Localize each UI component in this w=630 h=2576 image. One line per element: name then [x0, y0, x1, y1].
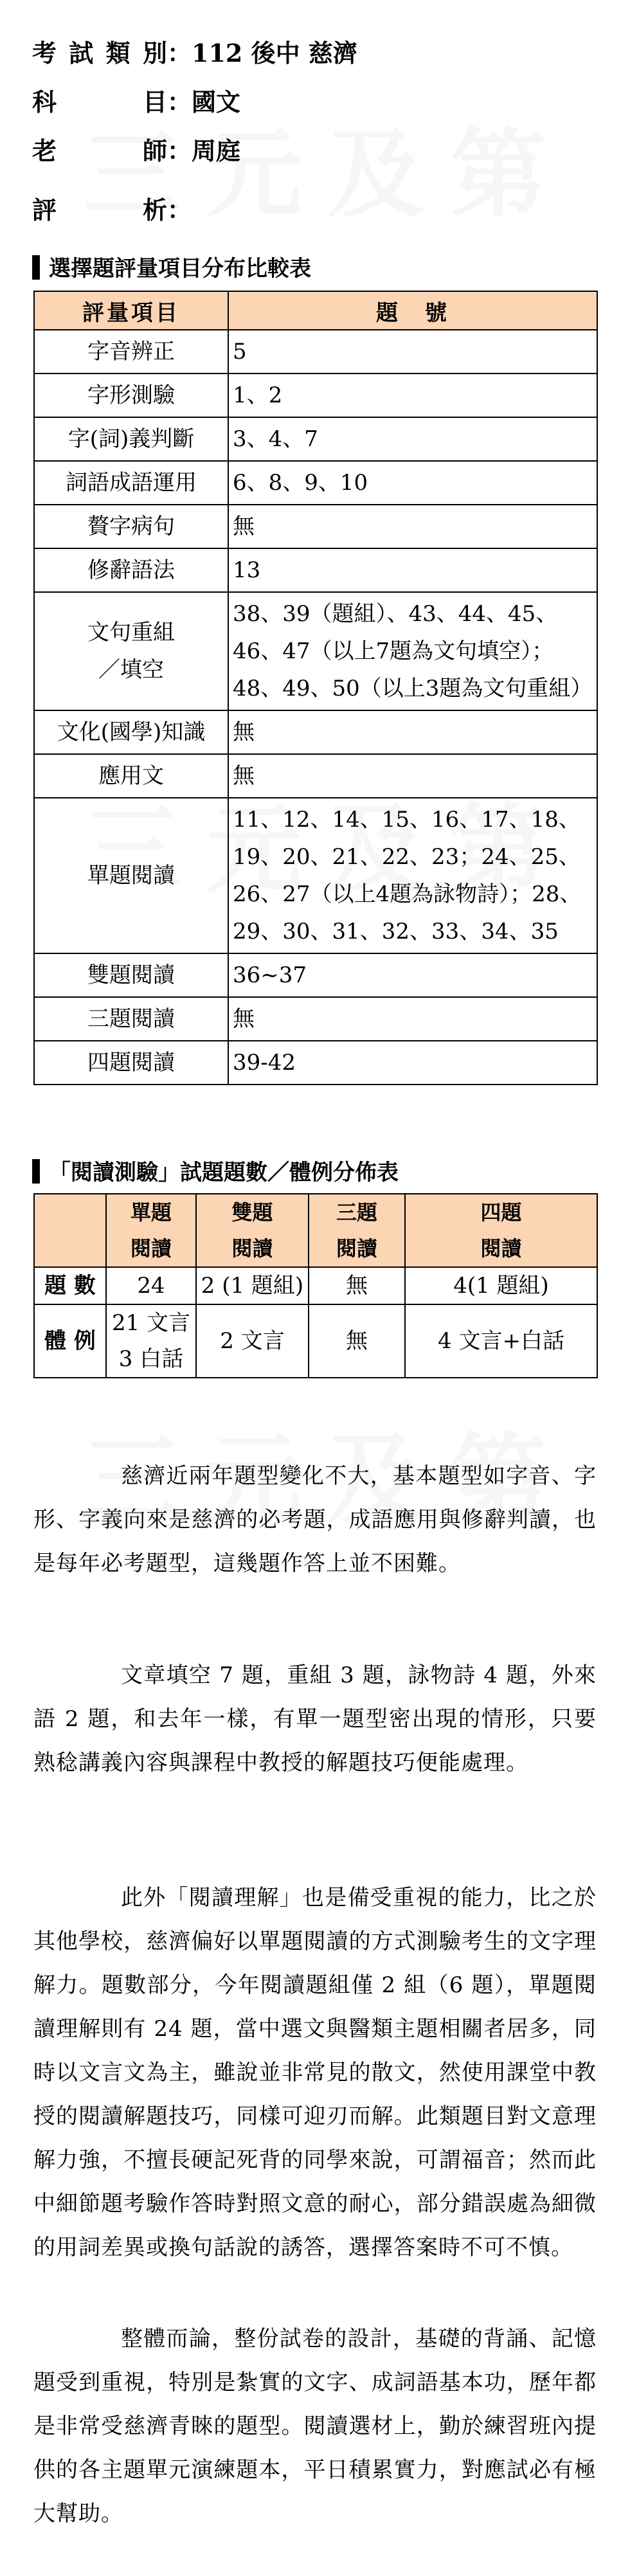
question-number-cell: 無	[228, 505, 597, 548]
question-number-cell: 6、8、9、10	[228, 461, 597, 505]
column-header: 雙題 閱讀	[196, 1194, 309, 1267]
table-cell: 21 文言 3 白話	[106, 1304, 196, 1378]
table-row	[34, 1267, 597, 1304]
analysis-label: 評 析	[32, 195, 167, 224]
assessment-item-cell: 贅字病句	[34, 505, 228, 548]
table-cell: 4(1 題組)	[405, 1267, 597, 1304]
assessment-item-cell: 應用文	[34, 754, 228, 798]
column-header-item: 評量項目	[34, 291, 228, 330]
table-row	[34, 374, 597, 417]
table-row	[34, 592, 597, 710]
table-row	[34, 461, 597, 505]
table-row	[34, 1304, 597, 1378]
exam-category-row: 考試類別：112 後中 慈濟	[32, 33, 357, 69]
table-row	[34, 754, 597, 798]
table-header-row	[34, 1194, 597, 1267]
table-header-row	[34, 291, 597, 330]
empty-corner-cell	[34, 1194, 106, 1267]
subject-value: 國文	[192, 87, 241, 116]
paragraph: 慈濟近兩年題型變化不大，基本題型如字音、字形、字義向來是慈濟的必考題，成語應用與修辭判讀，也是每年必考題型，這幾題作答上並不困難。	[33, 1463, 597, 1576]
table-cell: 24	[106, 1267, 196, 1304]
row-label: 題 數	[34, 1267, 106, 1304]
column-header-number: 題 號	[228, 291, 597, 330]
teacher-row: 老 師：周庭	[32, 131, 240, 167]
assessment-item-cell: 字形測驗	[34, 374, 228, 417]
paragraph: 文章填空 7 題，重組 3 題，詠物詩 4 題，外來語 2 題，和去年一樣，有單一題型密出現的情形，只要熟稔講義內容與課程中教授的解題技巧便能處理。	[33, 1662, 597, 1776]
question-number-cell: 無	[228, 710, 597, 754]
paragraph: 整體而論，整份試卷的設計，基礎的背誦、記憶題受到重視，特別是紮實的文字、成詞語基本功，歷年都是非常受慈濟青睞的題型。閱讀選材上，勤於練習班內提供的各主題單元演練題本，平日積累實力，對應試必有極大幫助。	[33, 2326, 597, 2526]
question-number-cell: 39-42	[228, 1041, 597, 1085]
assessment-item-cell: 詞語成語運用	[34, 461, 228, 505]
column-header: 三題 閱讀	[309, 1194, 405, 1267]
section-bar-icon	[32, 255, 40, 280]
table-cell: 2 文言	[196, 1304, 309, 1378]
question-number-cell: 1、2	[228, 374, 597, 417]
table-cell: 2 (1 題組)	[196, 1267, 309, 1304]
analysis-row: 評 析：	[32, 190, 192, 226]
assessment-item-cell: 文化(國學)知識	[34, 710, 228, 754]
question-number-cell: 36~37	[228, 953, 597, 997]
assessment-item-cell: 字音辨正	[34, 330, 228, 374]
assessment-item-cell: 單題閱讀	[34, 798, 228, 953]
question-number-cell: 3、4、7	[228, 417, 597, 461]
paragraph: 此外「閱讀理解」也是備受重視的能力，比之於其他學校，慈濟偏好以單題閱讀的方式測驗考生的文字理解力。題數部分，今年閱讀題組僅 2 組（6 題），單題閱讀理解則有 24 題，當中選文與醫類主題相關者居多，同時以文言文為主，雖說並非常見的散文，然使用課堂中教授的閱讀解題技巧，同樣可迎刃而解。此類題目對文意理解力強，不擅長硬記死背的同學來說，可謂福音；然而此中細節題考驗作答時對照文意的耐心，部分錯誤處為細微的用詞差異或換句話說的誘答，選擇答案時不可不慎。	[33, 1885, 597, 2260]
assessment-item-cell: 三題閱讀	[34, 997, 228, 1041]
table-row	[34, 953, 597, 997]
subject-row: 科 目：國文	[32, 82, 240, 118]
table1-title: 選擇題評量項目分布比較表	[32, 251, 311, 282]
assessment-item-cell: 修辭語法	[34, 548, 228, 592]
question-number-cell: 38、39（題組）、43、44、45、46、47（以上7題為文句填空）；48、49、50（以上3題為文句重組）	[228, 592, 597, 710]
exam-category-label: 考試類別	[32, 39, 167, 68]
teacher-label: 老 師	[32, 136, 167, 165]
question-number-cell: 無	[228, 997, 597, 1041]
assessment-item-cell: 四題閱讀	[34, 1041, 228, 1085]
table2-title: 「閱讀測驗」試題題數／體例分佈表	[32, 1155, 399, 1186]
exam-category-value: 112 後中 慈濟	[192, 39, 357, 68]
row-label: 體 例	[34, 1304, 106, 1378]
question-number-cell: 無	[228, 754, 597, 798]
table-row	[34, 710, 597, 754]
table-row	[34, 1041, 597, 1085]
column-header: 四題 閱讀	[405, 1194, 597, 1267]
table-row	[34, 548, 597, 592]
teacher-value: 周庭	[192, 136, 241, 165]
assessment-item-cell: 文句重組 ／填空	[34, 592, 228, 710]
table-cell: 無	[309, 1267, 405, 1304]
assessment-item-cell: 雙題閱讀	[34, 953, 228, 997]
table-row	[34, 997, 597, 1041]
table-cell: 4 文言+白話	[405, 1304, 597, 1378]
subject-label: 科 目	[32, 87, 167, 116]
question-number-cell: 11、12、14、15、16、17、18、19、20、21、22、23；24、25、26、27（以上4題為詠物詩）；28、29、30、31、32、33、34、35	[228, 798, 597, 953]
table-row	[34, 417, 597, 461]
column-header: 單題 閱讀	[106, 1194, 196, 1267]
question-number-cell: 13	[228, 548, 597, 592]
question-number-cell: 5	[228, 330, 597, 374]
assessment-distribution-table	[33, 291, 598, 1085]
table-row	[34, 798, 597, 953]
table-cell: 無	[309, 1304, 405, 1378]
table-row	[34, 505, 597, 548]
assessment-item-cell: 字(詞)義判斷	[34, 417, 228, 461]
reading-test-distribution-table	[33, 1193, 598, 1378]
table-row	[34, 330, 597, 374]
section-bar-icon	[32, 1159, 40, 1184]
